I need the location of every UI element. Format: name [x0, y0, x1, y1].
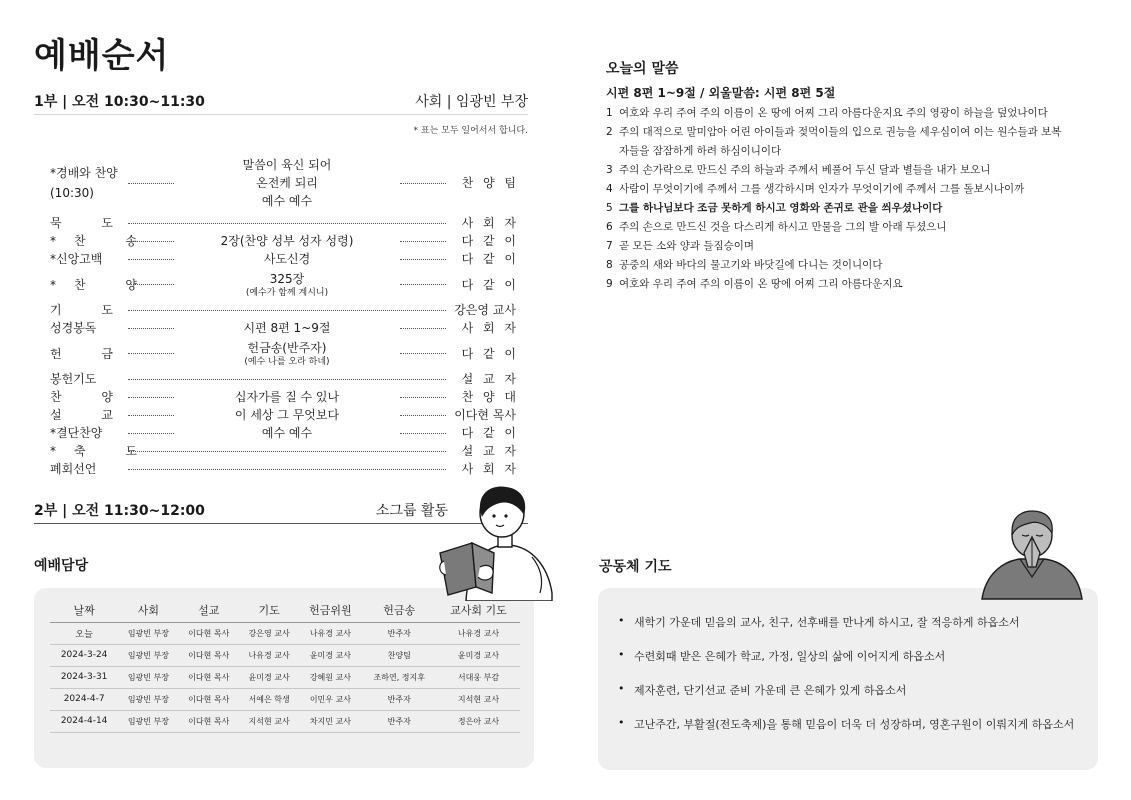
order-item-middle [124, 388, 450, 406]
staff-date-cell: 2024-4-7 [50, 688, 118, 710]
verse-text: 주의 대적으로 말미암아 어린 아이들과 젖먹이들의 입으로 권능을 세우심이여 이는 원수들과 보복자들을 잠잠하게 하려 하심이니이다 [619, 126, 1062, 157]
prayer-item [618, 614, 1088, 648]
prayer-item [618, 716, 1088, 750]
staff-cell: 나유경 교사 [299, 622, 361, 644]
verse-text: 공중의 새와 바다의 물고기와 바닷길에 다니는 것이니이다 [619, 259, 883, 271]
order-item-middle [124, 319, 450, 337]
verse-number: 3 [606, 164, 613, 176]
worship-order-list [50, 156, 516, 478]
order-item-middle [124, 270, 450, 299]
staff-cell: 임광빈 부장 [118, 622, 178, 644]
staff-cell: 반주자 [362, 710, 437, 732]
order-item-name [50, 319, 124, 337]
verse-item [606, 161, 1066, 180]
order-content-line: 온전케 되리 [256, 176, 318, 190]
staff-cell: 반주자 [362, 622, 437, 644]
order-content-line: 사도신경 [263, 252, 311, 266]
prayer-text: 고난주간, 부활절(전도축제)을 통해 믿음이 더욱 더 성장하며, 영혼구원이 이뤄지게 하옵소서 [634, 718, 1075, 731]
staff-cell: 찬양팀 [362, 644, 437, 666]
staff-cell: 이다현 목사 [179, 688, 239, 710]
order-item-middle [124, 310, 450, 311]
leader-dots [400, 353, 446, 354]
staff-cell: 이민우 교사 [299, 688, 361, 710]
verse-item [606, 275, 1066, 294]
verse-number: 9 [606, 278, 613, 290]
verse-number: 2 [606, 126, 613, 138]
order-item-name [50, 406, 131, 424]
order-item-label: 헌 금 [50, 346, 131, 361]
order-item-label: *찬 양 [50, 277, 155, 292]
bullet-icon: • [618, 648, 625, 661]
staff-cell: 임광빈 부장 [118, 644, 178, 666]
staff-cell: 임광빈 부장 [118, 688, 178, 710]
order-item-middle [124, 223, 450, 224]
order-item-role: 사 회 자 [461, 321, 516, 335]
order-item-label: *축 도 [50, 444, 155, 458]
order-item-role: 다 같 이 [461, 426, 516, 440]
order-item-middle [124, 339, 450, 368]
order-item-label: 성경봉독 [50, 321, 97, 335]
order-item-label: *경배와 찬양 [50, 166, 118, 180]
order-item-name [50, 442, 155, 460]
verse-item [606, 104, 1066, 123]
verse-item [606, 256, 1066, 275]
order-row [50, 250, 516, 268]
prayer-list [618, 614, 1088, 750]
order-item-middle [124, 379, 450, 380]
leader-dots [128, 379, 446, 380]
leader-dots [128, 259, 174, 260]
order-item-content [178, 388, 396, 406]
verse-item [606, 123, 1066, 161]
order-item-name [50, 214, 131, 232]
order-row [50, 442, 516, 460]
staff-cell: 이다현 목사 [179, 644, 239, 666]
verse-number: 7 [606, 240, 613, 252]
order-row [50, 156, 516, 210]
order-content-line: 시편 8편 1~9절 [243, 321, 331, 335]
order-row [50, 406, 516, 424]
staff-column-header: 헌금위원 [299, 598, 361, 622]
order-item-content [178, 424, 396, 442]
order-row [50, 424, 516, 442]
verse-text: 곧 모든 소와 양과 들짐승이며 [619, 240, 755, 252]
order-item-role: 다 같 이 [461, 277, 516, 292]
staff-cell: 조하연, 정지후 [362, 666, 437, 688]
verse-number: 4 [606, 183, 613, 195]
order-item-role: 사 회 자 [461, 216, 516, 230]
table-row [50, 666, 520, 688]
table-row [50, 710, 520, 732]
table-row [50, 644, 520, 666]
leader-dots [128, 469, 446, 470]
order-item-middle [124, 250, 450, 268]
staff-cell: 서예은 학생 [239, 688, 299, 710]
order-item-middle [124, 156, 450, 210]
prayer-panel [598, 588, 1098, 770]
verse-number: 6 [606, 221, 613, 233]
order-item-name [50, 370, 124, 388]
order-content-line: 2장(찬양 성부 성자 성령) [220, 234, 354, 248]
order-item-name [50, 345, 131, 363]
order-item-role: 설 교 자 [461, 372, 516, 386]
table-row [50, 622, 520, 644]
bullet-icon: • [618, 682, 625, 695]
part2-label: 2부 | 오전 11:30~12:00 [34, 503, 205, 519]
order-row [50, 388, 516, 406]
verse-number: 8 [606, 259, 613, 271]
staff-cell: 반주자 [362, 688, 437, 710]
part1-label: 1부 | 오전 10:30~11:30 [34, 94, 205, 110]
leader-dots [128, 183, 174, 184]
order-content-note: (예수 나를 오라 하네) [244, 357, 330, 367]
order-content-line: 이 세상 그 무엇보다 [234, 408, 340, 422]
prayer-title: 공동체 기도 [599, 559, 672, 575]
staff-cell: 이다현 목사 [179, 710, 239, 732]
staff-cell: 강혜원 교사 [299, 666, 361, 688]
order-item-label: 폐회선언 [50, 462, 97, 476]
staff-cell: 나유경 교사 [239, 644, 299, 666]
order-content-note: (예수가 함께 계시니) [245, 288, 329, 298]
verse-text: 주의 손가락으로 만드신 주의 하늘과 주께서 베풀어 두신 달과 별들을 내가 보오니 [619, 164, 991, 176]
order-row [50, 319, 516, 337]
order-content-line: 예수 예수 [261, 194, 313, 208]
person-reading-illustration [436, 483, 558, 601]
prayer-item [618, 648, 1088, 682]
order-item-label: *찬 송 [50, 234, 155, 248]
table-row [50, 688, 520, 710]
leader-dots [400, 259, 446, 260]
staff-cell: 임광빈 부장 [118, 710, 178, 732]
order-item-name [50, 301, 131, 319]
order-item-role: 다 같 이 [461, 252, 516, 266]
order-row [50, 232, 516, 250]
staff-column-header: 날짜 [50, 598, 118, 622]
order-row [50, 339, 516, 368]
order-item-label: 기 도 [50, 303, 131, 317]
prayer-text: 수련회때 받은 은혜가 학교, 가정, 일상의 삶에 이어지게 하옵소서 [634, 650, 946, 663]
order-item-middle [124, 232, 450, 250]
leader-dots [128, 223, 446, 224]
verse-text: 여호와 우리 주여 주의 이름이 온 땅에 어찌 그리 아름다운지요 주의 영광이 하늘을 덮었나이다 [619, 107, 1048, 119]
prayer-text: 제자훈련, 단기선교 준비 가운데 큰 은혜가 있게 하옵소서 [634, 684, 907, 697]
order-item-content [178, 319, 396, 337]
verse-list [606, 104, 1066, 294]
order-item-name [50, 460, 124, 478]
staff-column-header: 기도 [239, 598, 299, 622]
order-item-middle [124, 469, 450, 470]
leader-dots [400, 433, 446, 434]
part2-activity: 소그룹 활동 [375, 503, 448, 519]
verse-item [606, 237, 1066, 256]
order-row [50, 460, 516, 478]
order-item-label: 설 교 [50, 408, 131, 422]
leader-dots [128, 397, 174, 398]
order-item-role: 찬 양 팀 [461, 176, 516, 190]
order-item-label: 찬 양 [50, 390, 131, 404]
order-item-role: 다 같 이 [461, 234, 516, 248]
order-item-label: 묵 도 [50, 216, 131, 230]
verse-text: 주의 손으로 만드신 것을 다스리게 하시고 만물을 그의 발 아래 두셨으니 [619, 221, 947, 233]
staff-cell: 윤미경 교사 [239, 666, 299, 688]
order-item-middle [124, 406, 450, 424]
order-item-label: *신앙고백 [50, 252, 103, 266]
order-item-role: 설 교 자 [461, 444, 516, 458]
staff-cell: 나유경 교사 [437, 622, 520, 644]
order-content-line: 십자가를 질 수 있나 [234, 390, 340, 404]
order-item-middle [124, 451, 450, 452]
leader-dots [128, 310, 446, 311]
order-item-content [178, 339, 396, 368]
leader-dots [128, 284, 174, 285]
order-row [50, 270, 516, 299]
staff-column-header: 교사회 기도 [437, 598, 520, 622]
leader-dots [400, 241, 446, 242]
part1-host: 사회 | 임광빈 부장 [415, 94, 528, 110]
order-item-role: 사 회 자 [461, 462, 516, 476]
leader-dots [400, 397, 446, 398]
verse-number: 5 [606, 202, 613, 214]
staff-cell: 윤미경 교사 [299, 644, 361, 666]
order-item-name [50, 276, 155, 294]
order-item-time: (10:30) [50, 186, 94, 200]
staff-cell: 강은영 교사 [239, 622, 299, 644]
order-item-role: 다 같 이 [461, 346, 516, 361]
order-item-content [178, 270, 396, 299]
leader-dots [128, 328, 174, 329]
order-item-name [50, 424, 124, 442]
staff-panel [34, 588, 534, 768]
staff-column-header: 사회 [118, 598, 178, 622]
staff-cell: 지석현 교사 [437, 688, 520, 710]
staff-cell: 서대웅 부감 [437, 666, 520, 688]
order-item-role: 찬 양 대 [461, 390, 516, 404]
word-reference: 시편 8편 1~9절 / 외울말씀: 시편 8편 5절 [606, 86, 836, 100]
order-item-name [50, 232, 155, 250]
leader-dots [128, 415, 174, 416]
verse-text: 사람이 무엇이기에 주께서 그를 생각하시며 인자가 무엇이기에 주께서 그를 돌보시나이까 [619, 183, 1025, 195]
staff-cell: 정은아 교사 [437, 710, 520, 732]
prayer-item [618, 682, 1088, 716]
order-item-content [178, 232, 396, 250]
order-item-name [50, 163, 124, 203]
order-item-content [178, 156, 396, 210]
verse-number: 1 [606, 107, 613, 119]
leader-dots [128, 353, 174, 354]
verse-item [606, 199, 1066, 218]
staff-column-header: 설교 [179, 598, 239, 622]
leader-dots [400, 183, 446, 184]
staff-table [50, 598, 520, 733]
part1-header [34, 91, 528, 111]
staff-cell: 차지민 교사 [299, 710, 361, 732]
verse-item [606, 180, 1066, 199]
order-content-line: 예수 예수 [261, 426, 313, 440]
bullet-icon: • [618, 614, 625, 627]
leader-dots [128, 241, 174, 242]
order-content-line: 325장 [269, 272, 305, 286]
order-item-content [178, 406, 396, 424]
bullet-icon: • [618, 716, 625, 729]
page-title: 예배순서 [34, 36, 170, 76]
order-item-role: 강은영 교사 [454, 303, 516, 317]
staff-cell: 이다현 목사 [179, 622, 239, 644]
leader-dots [400, 328, 446, 329]
staff-title: 예배담당 [34, 558, 89, 574]
order-item-label: 봉헌기도 [50, 372, 97, 386]
leader-dots [128, 451, 446, 452]
order-item-middle [124, 424, 450, 442]
order-item-label: *결단찬양 [50, 426, 103, 440]
order-item-name [50, 388, 131, 406]
person-praying-illustration [980, 507, 1084, 603]
order-item-content [178, 250, 396, 268]
word-title: 오늘의 말씀 [606, 61, 679, 77]
standing-note: * 표는 모두 일어서서 합니다. [413, 126, 528, 136]
leader-dots [128, 433, 174, 434]
order-row [50, 214, 516, 232]
leader-dots [400, 284, 446, 285]
prayer-text: 새학기 가운데 믿음의 교사, 친구, 선후배를 만나게 하시고, 잘 적응하게 하옵소서 [634, 616, 1020, 629]
staff-cell: 임광빈 부장 [118, 666, 178, 688]
staff-date-cell: 2024-4-14 [50, 710, 118, 732]
order-item-name [50, 250, 124, 268]
order-item-role: 이다현 목사 [454, 408, 516, 422]
leader-dots [400, 415, 446, 416]
verse-item [606, 218, 1066, 237]
staff-cell: 지석현 교사 [239, 710, 299, 732]
order-row [50, 370, 516, 388]
order-content-line: 헌금송(반주자) [247, 341, 327, 355]
staff-column-header: 헌금송 [362, 598, 437, 622]
staff-cell: 이다현 목사 [179, 666, 239, 688]
order-row [50, 301, 516, 319]
staff-cell: 윤미경 교사 [437, 644, 520, 666]
staff-date-cell: 2024-3-31 [50, 666, 118, 688]
verse-text: 여호와 우리 주여 주의 이름이 온 땅에 어찌 그리 아름다운지요 [619, 278, 903, 290]
staff-date-cell: 오늘 [50, 622, 118, 644]
verse-text: 그를 하나님보다 조금 못하게 하시고 영화와 존귀로 관을 씌우셨나이다 [619, 202, 943, 214]
divider [34, 114, 528, 115]
staff-date-cell: 2024-3-24 [50, 644, 118, 666]
order-content-line: 말씀이 육신 되어 [242, 158, 332, 172]
